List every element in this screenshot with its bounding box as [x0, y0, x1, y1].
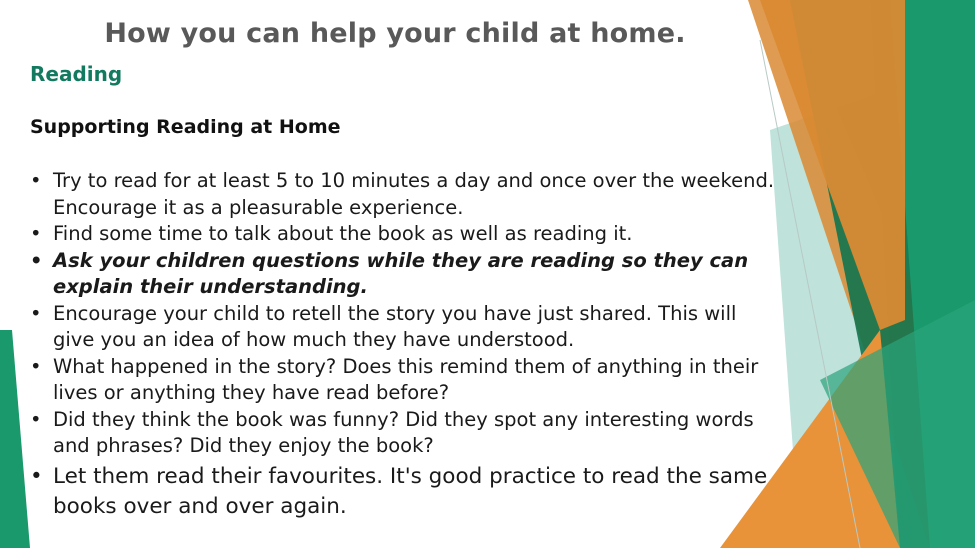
list-item	[30, 301, 780, 354]
list-item	[30, 168, 780, 221]
list-item	[30, 354, 780, 407]
bullet-text: Did they think the book was funny? Did they spot any interesting words and phrases? Did they enjoy the book?	[53, 407, 754, 457]
left-green-wedge	[0, 330, 30, 548]
list-item	[30, 221, 780, 248]
bullet-glyph: •	[30, 222, 42, 245]
bullet-glyph: •	[30, 248, 43, 272]
subheading: Supporting Reading at Home	[30, 116, 341, 138]
bullet-glyph: •	[30, 407, 42, 431]
list-item	[30, 248, 780, 301]
bullet-glyph: •	[30, 354, 42, 378]
bullet-glyph: •	[30, 463, 43, 489]
bullet-text: Find some time to talk about the book as well as reading it.	[53, 222, 633, 245]
bullet-text: Encourage your child to retell the story you have just shared. This will give you an idea of how much they have understood.	[53, 301, 737, 351]
list-item	[30, 462, 780, 522]
bullet-text: Try to read for at least 5 to 10 minutes a day and once over the weekend. Encourage it as a pleasurable experience.	[53, 169, 775, 219]
bullet-glyph: •	[30, 301, 42, 325]
bullet-text: What happened in the story? Does this remind them of anything in their lives or anything they have read before?	[53, 354, 759, 404]
bullet-glyph: •	[30, 169, 42, 192]
section-heading: Reading	[30, 62, 123, 86]
bullet-list	[30, 168, 780, 522]
slide-title: How you can help your child at home.	[104, 18, 686, 49]
bullet-text: Let them read their favourites. It's good practice to read the same books over and over again.	[53, 463, 768, 519]
bullet-text: Ask your children questions while they are reading so they can explain their understanding.	[53, 248, 749, 298]
list-item	[30, 407, 780, 460]
